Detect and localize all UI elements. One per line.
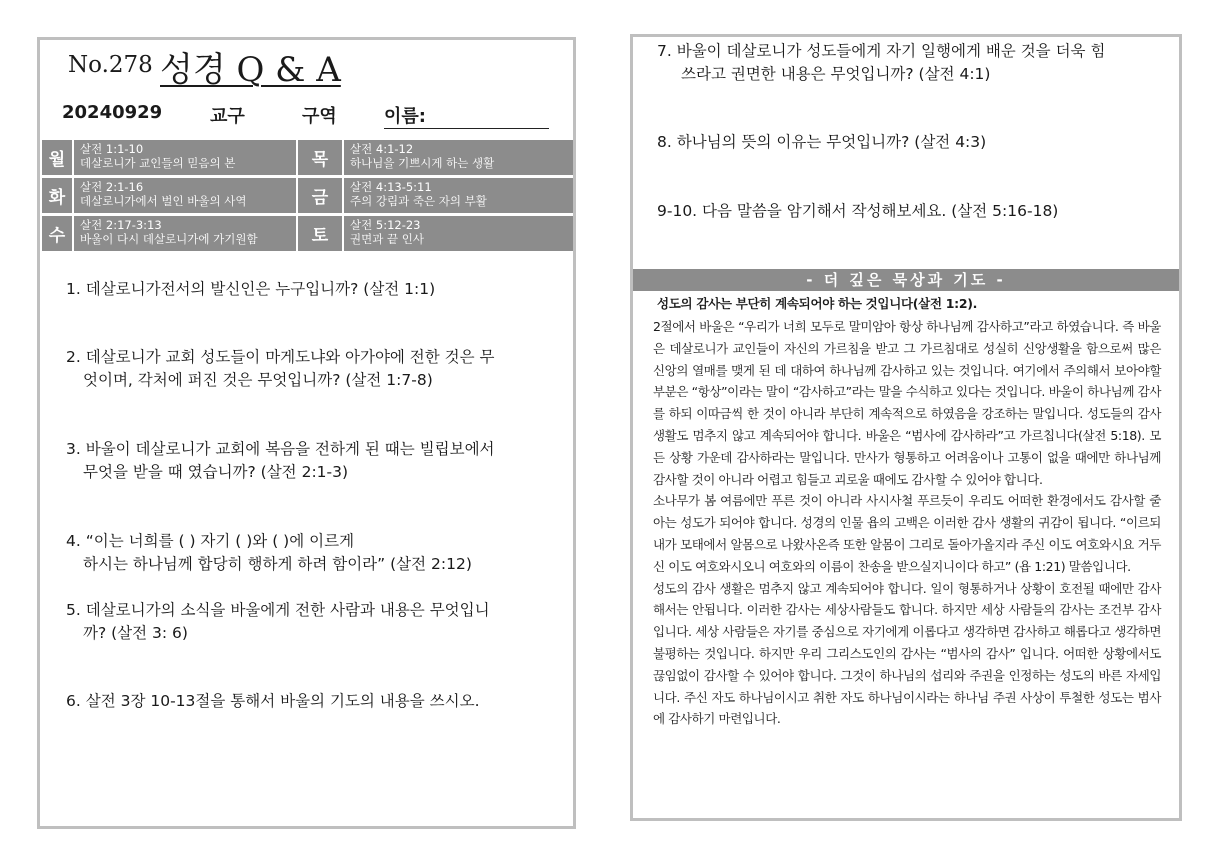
left-panel (37, 37, 576, 829)
question-5: 5. 데살로니가의 소식을 바울에게 전한 사람과 내용은 무엇입니 까? (살전 3: 6) (66, 601, 490, 642)
schedule-reading-thu (344, 140, 573, 175)
question-2: 2. 데살로니가 교회 성도들이 마게도냐와 아가야에 전한 것은 무 엇이며, 각처에 퍼진 것은 무엇입니까? (살전 1:7-8) (66, 348, 495, 389)
schedule-ref: 살전 2:1-16 (80, 180, 144, 194)
schedule-reading-mon (74, 140, 296, 175)
question-9-10: 9-10. 다음 말씀을 암기해서 작성해보세요. (살전 5:16-18) (657, 202, 1059, 220)
schedule-desc: 주의 강림과 죽은 자의 부활 (350, 194, 487, 208)
schedule-reading-sat (344, 216, 573, 251)
question-8: 8. 하나님의 뜻의 이유는 무엇입니까? (살전 4:3) (657, 133, 987, 151)
date-label: 20240929 (62, 102, 163, 123)
reading-schedule (42, 140, 571, 252)
schedule-day-mon: 월 (42, 140, 72, 175)
schedule-desc: 데살로니가 교인들의 믿음의 본 (80, 156, 236, 170)
schedule-ref: 살전 2:17-3:13 (80, 218, 162, 232)
meditation-body (653, 316, 1161, 730)
meditation-header: - 더 깊은 묵상과 기도 - (633, 269, 1179, 291)
question-3: 3. 바울이 데살로니가 교회에 복음을 전하게 된 때는 빌립보에서 무엇을 받을 때 였습니까? (살전 2:1-3) (66, 440, 495, 481)
schedule-reading-wed (74, 216, 296, 251)
schedule-desc: 하나님을 기쁘시게 하는 생활 (350, 156, 495, 170)
schedule-reading-fri (344, 178, 573, 213)
page-title: 성경 Q & A (160, 50, 341, 90)
issue-number: No.278 (68, 52, 153, 78)
schedule-day-thu: 목 (298, 140, 342, 175)
schedule-ref: 살전 4:1-12 (350, 142, 414, 156)
schedule-day-wed: 수 (42, 216, 72, 251)
meditation-paragraph: 2절에서 바울은 “우리가 너희 모두로 말미암아 항상 하나님께 감사하고”라고 하였습니다. 즉 바울은 데살로니가 교인들이 자신의 가르침을 받고 그 가르침대로 성실히 신앙생활을 함으로써 많은 신앙의 열매를 맺게 된 데 대하여 하나님께 감사하고 있는 것입니다. 여기에서 주의해서 보아야할 부분은 “항상”이라는 말이 “감사하고”라는 말을 수식하고 있다는 것입니다. 바울이 하나님께 감사를 하되 이따금씩 한 것이 아니라 부단히 계속적으로 하였음을 강조하는 말입니다. 성도들의 감사생활도 멈추지 않고 계속되어야 합니다. 바울은 “범사에 감사하라”고 가르칩니다(살전 5:18). 모든 상황 가운데 감사하라는 말입니다. 만사가 형통하고 어려움이나 고통이 없을 때에만 하나님께 감사할 것이 아니라 어렵고 힘들고 괴로울 때에도 감사할 수 있어야 합니다. (653, 319, 1161, 487)
schedule-desc: 권면과 끝 인사 (350, 232, 424, 246)
question-4: 4. “이는 너희를 ( ) 자기 ( )와 ( )에 이르게 하시는 하나님께 합당히 행하게 하려 함이라” (살전 2:12) (66, 532, 472, 573)
meditation-paragraph: 성도의 감사 생활은 멈추지 않고 계속되어야 합니다. 일이 형통하거나 상황이 호전될 때에만 감사해서는 안됩니다. 이러한 감사는 세상사람들도 합니다. 하지만 세상 사람들의 감사는 조건부 감사입니다. 세상 사람들은 자기를 중심으로 자기에게 이롭다고 생각하면 감사하고 해롭다고 생각하면 불평하는 것입니다. 하지만 우리 그리스도인의 감사는 “범사의 감사” 입니다. 어떠한 상황에서도 끊임없이 감사할 수 있어야 합니다. 그것이 하나님의 섭리와 주권을 인정하는 성도의 바른 자세입니다. 주신 자도 하나님이시고 취한 자도 하나님이시라는 하나님 주권 사상이 투철한 성도는 범사에 감사하기 마련입니다. (653, 580, 1161, 727)
question-1: 1. 데살로니가전서의 발신인은 누구입니까? (살전 1:1) (66, 280, 436, 298)
schedule-ref: 살전 5:12-23 (350, 218, 421, 232)
schedule-day-tue: 화 (42, 178, 72, 213)
guyeok-label: 구역 (302, 106, 337, 127)
schedule-day-fri: 금 (298, 178, 342, 213)
schedule-ref: 살전 4:13-5:11 (350, 180, 432, 194)
schedule-desc: 바울이 다시 데살로니가에 가기원함 (80, 232, 258, 246)
info-row (62, 102, 551, 130)
schedule-day-sat: 토 (298, 216, 342, 251)
question-6: 6. 살전 3장 10-13절을 통해서 바울의 기도의 내용을 쓰시오. (66, 692, 480, 710)
schedule-desc: 데살로니가에서 벌인 바울의 사역 (80, 194, 247, 208)
schedule-ref: 살전 1:1-10 (80, 142, 144, 156)
schedule-reading-tue (74, 178, 296, 213)
question-7: 7. 바울이 데살로니가 성도들에게 자기 일행에게 배운 것을 더욱 힘 쓰라고 권면한 내용은 무엇입니까? (살전 4:1) (657, 42, 1106, 83)
name-field[interactable]: 이름: (384, 102, 549, 129)
meditation-title: 성도의 감사는 부단히 계속되어야 하는 것입니다(살전 1:2). (657, 296, 978, 311)
gyogu-label: 교구 (210, 106, 245, 127)
meditation-paragraph: 소나무가 봄 여름에만 푸른 것이 아니라 사시사철 푸르듯이 우리도 어떠한 환경에서도 감사할 줄 아는 성도가 되어야 합니다. 성경의 인물 욥의 고백은 이러한 감사 생활의 귀감이 됩니다. “이르되 내가 모태에서 알몸으로 나왔사온즉 또한 알몸이 그리로 돌아가올지라 주신 이도 여호와시요 거두신 이도 여호와시오니 여호와의 이름이 찬송을 받으실지니이다 하고” (욥 1:21) 말씀입니다. (653, 493, 1161, 574)
right-panel (630, 34, 1182, 821)
